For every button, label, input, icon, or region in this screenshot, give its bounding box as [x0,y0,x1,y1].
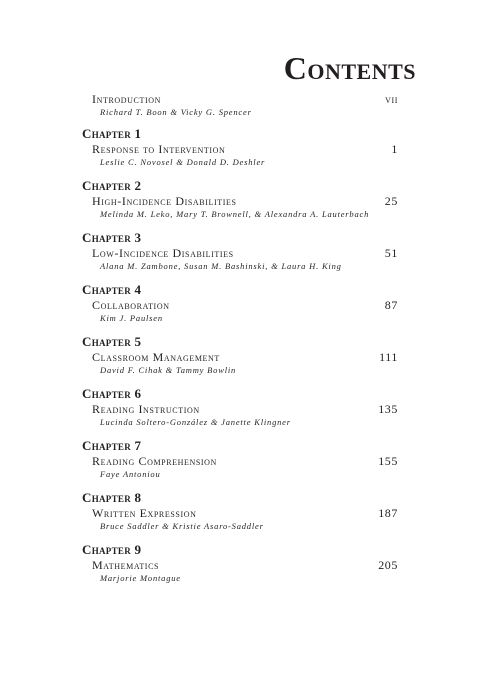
chapter-title-line [92,558,398,572]
chapter-title: Response to Intervention [92,142,226,156]
chapter-title-line [92,402,398,416]
chapter-title: High-Incidence Disabilities [92,194,237,208]
chapter-authors: Marjorie Montague [100,573,181,583]
chapter-entry [82,490,398,542]
chapter-title: Written Expression [92,506,197,520]
chapter-title-line [92,194,398,208]
chapter-page-number: 25 [384,194,398,208]
chapter-page-number: 205 [378,558,398,572]
chapter-entry [82,178,398,230]
chapter-authors: Faye Antoniou [100,469,161,479]
chapter-authors: Leslie C. Novosel & Donald D. Deshler [100,157,266,167]
chapter-page-number: 111 [379,350,398,364]
introduction-entry [92,92,398,118]
chapter-entry [82,230,398,282]
chapter-heading: Chapter 1 [82,126,142,141]
chapter-authors: Melinda M. Leko, Mary T. Brownell, & Alexandra A. Lauterbach [100,209,370,219]
chapter-entry [82,282,398,334]
chapter-entry [82,438,398,490]
chapter-heading: Chapter 8 [82,490,142,505]
introduction-label: Introduction [92,92,161,106]
chapter-page-number: 87 [384,298,398,312]
page-title: Contents [283,50,416,86]
chapter-title: Low-Incidence Disabilities [92,246,234,260]
chapter-list [82,126,398,594]
chapter-authors: Alana M. Zambone, Susan M. Bashinski, & Laura H. King [100,261,342,271]
chapter-heading: Chapter 3 [82,230,142,245]
chapter-title: Collaboration [92,298,170,312]
chapter-entry [82,126,398,178]
chapter-heading: Chapter 2 [82,178,142,193]
chapter-heading: Chapter 7 [82,438,142,453]
chapter-page-number: 51 [384,246,398,260]
chapter-title: Mathematics [92,558,160,572]
chapter-title-line [92,142,398,156]
chapter-authors: Bruce Saddler & Kristie Asaro-Saddler [100,521,264,531]
chapter-entry [82,386,398,438]
chapter-title: Reading Instruction [92,402,200,416]
chapter-page-number: 187 [378,506,398,520]
chapter-title-line [92,298,398,312]
introduction-authors: Richard T. Boon & Vicky G. Spencer [100,107,252,117]
chapter-title-line [92,350,398,364]
introduction-page-number: vii [385,92,398,106]
chapter-entry [82,334,398,386]
chapter-entry [82,542,398,594]
chapter-title: Reading Comprehension [92,454,217,468]
chapter-title: Classroom Management [92,350,220,364]
chapter-heading: Chapter 9 [82,542,142,557]
chapter-authors: Kim J. Paulsen [100,313,163,323]
chapter-page-number: 155 [378,454,398,468]
chapter-page-number: 135 [378,402,398,416]
chapter-title-line [92,454,398,468]
chapter-heading: Chapter 4 [82,282,142,297]
chapter-authors: Lucinda Soltero-González & Janette Klingner [100,417,291,427]
chapter-page-number: 1 [391,142,398,156]
chapter-title-line [92,506,398,520]
introduction-line [92,92,398,106]
chapter-heading: Chapter 6 [82,386,142,401]
chapter-title-line [92,246,398,260]
chapter-authors: David F. Cihak & Tammy Bowlin [100,365,237,375]
chapter-heading: Chapter 5 [82,334,142,349]
